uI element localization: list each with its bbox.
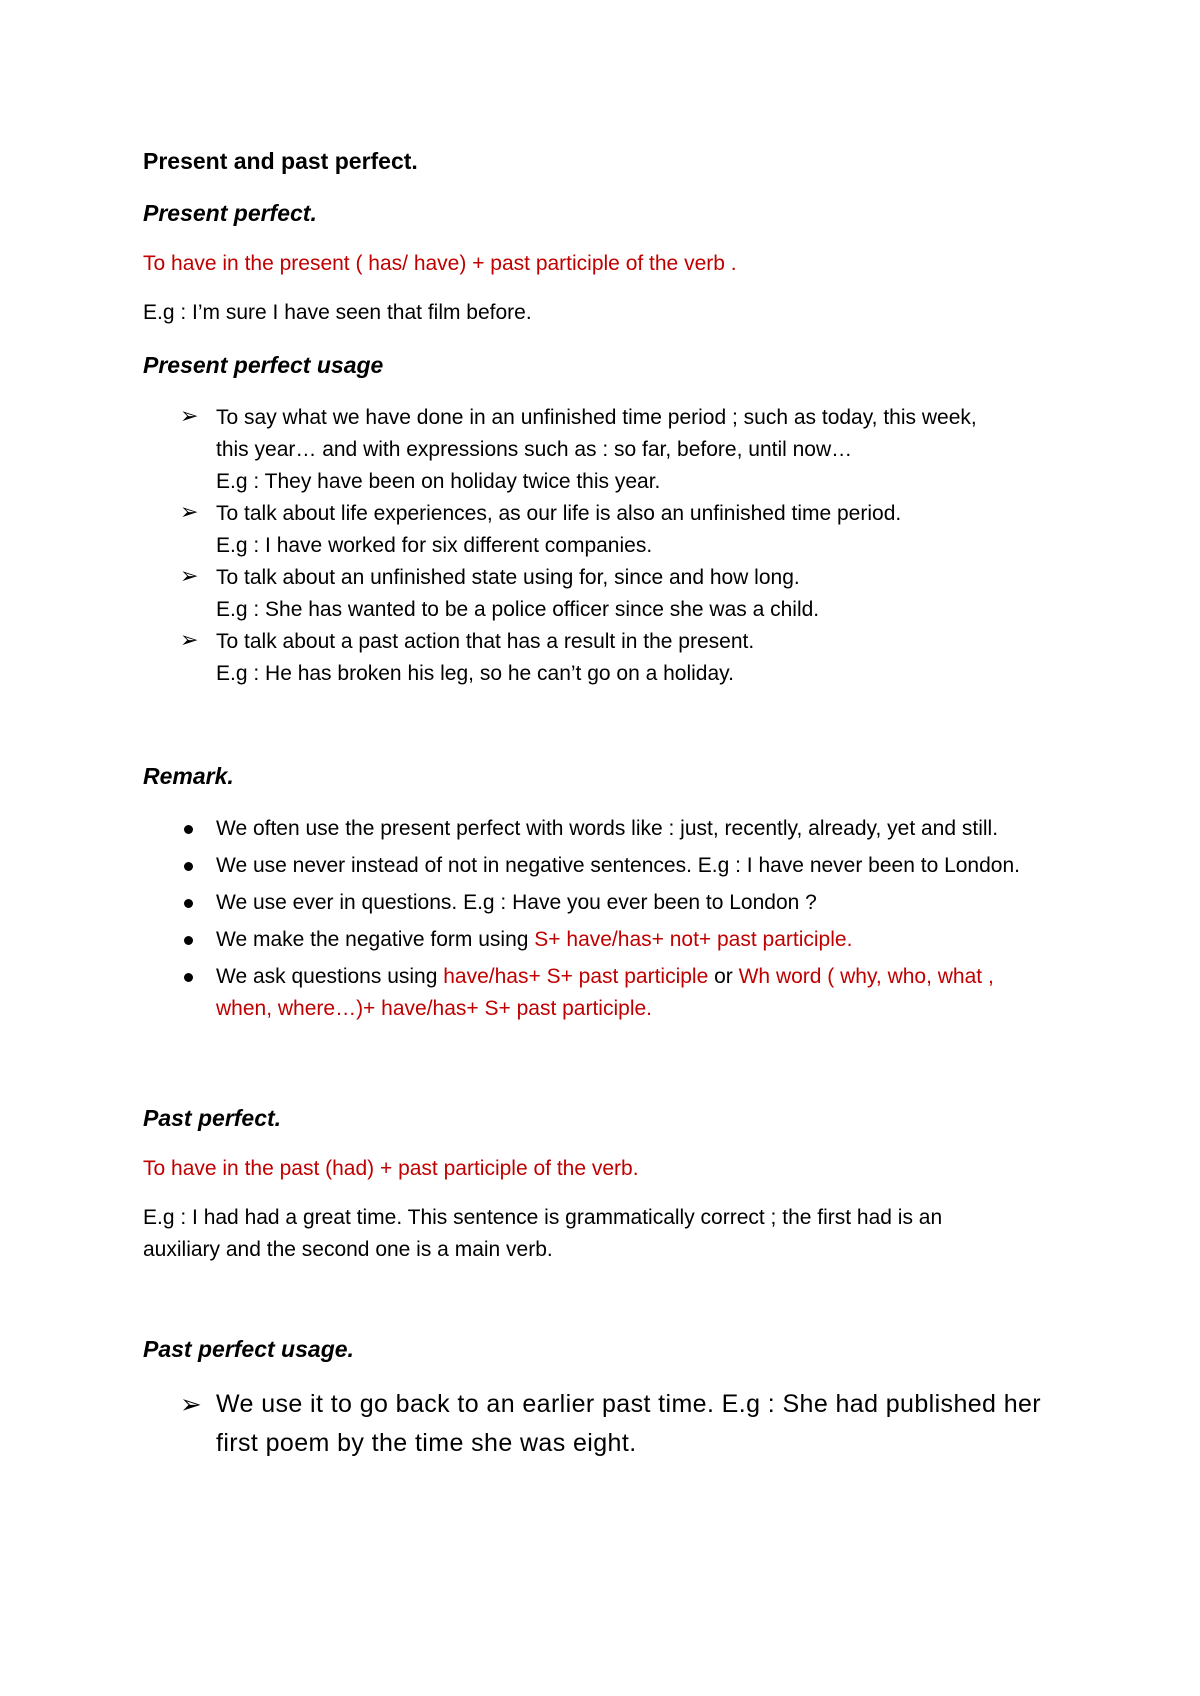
remark-text: or	[708, 965, 739, 988]
remark-formula: S+ have/has+ not+ past participle.	[534, 928, 853, 951]
round-bullet-icon	[184, 899, 193, 908]
round-bullet-icon	[184, 936, 193, 945]
remark-item: We use never instead of not in negative sentences. E.g : I have never been to London.	[216, 854, 1020, 877]
present-perfect-formula: To have in the present ( has/ have) + past participle of the verb .	[143, 252, 737, 275]
arrow-bullet-icon: ➢	[180, 1389, 202, 1419]
round-bullet-icon	[184, 825, 193, 834]
document-title: Present and past perfect.	[143, 148, 418, 174]
remark-item: We often use the present perfect with words like : just, recently, already, yet and still.	[216, 817, 999, 840]
remark-formula: when, where…)+ have/has+ S+ past participle.	[216, 997, 652, 1020]
remark-formula: have/has+ S+ past participle	[443, 965, 709, 988]
arrow-bullet-icon: ➢	[180, 627, 199, 652]
round-bullet-icon	[184, 973, 193, 982]
usage-item-line: To talk about life experiences, as our life is also an unfinished time period.	[216, 502, 902, 525]
past-perfect-example: auxiliary and the second one is a main verb.	[143, 1238, 553, 1261]
past-usage-line: first poem by the time she was eight.	[216, 1429, 637, 1457]
past-perfect-usage-heading: Past perfect usage.	[143, 1336, 354, 1362]
arrow-bullet-icon: ➢	[180, 403, 199, 428]
past-perfect-heading: Past perfect.	[143, 1105, 282, 1131]
usage-item-line: E.g : They have been on holiday twice this year.	[216, 470, 661, 493]
past-perfect-example: E.g : I had had a great time. This sentence is grammatically correct ; the first had is an	[143, 1206, 943, 1229]
past-usage-line: We use it to go back to an earlier past time. E.g : She had published her	[216, 1390, 1042, 1418]
arrow-bullet-icon: ➢	[180, 499, 199, 524]
usage-item-line: To talk about a past action that has a result in the present.	[216, 630, 755, 653]
usage-item-line: this year… and with expressions such as : so far, before, until now…	[216, 438, 853, 461]
usage-item-line: E.g : She has wanted to be a police officer since she was a child.	[216, 598, 820, 621]
arrow-bullet-icon: ➢	[180, 563, 199, 588]
remark-formula: Wh word ( why, who, what ,	[738, 965, 994, 988]
remark-text: We ask questions using	[216, 965, 444, 988]
round-bullet-icon	[184, 862, 193, 871]
remark-item: We use ever in questions. E.g : Have you ever been to London ?	[216, 891, 817, 914]
usage-item-line: To talk about an unfinished state using for, since and how long.	[216, 566, 800, 589]
remark-item	[216, 927, 852, 952]
usage-item-line: To say what we have done in an unfinished time period ; such as today, this week,	[216, 406, 977, 429]
usage-item-line: E.g : I have worked for six different companies.	[216, 534, 653, 557]
remark-item	[216, 964, 994, 989]
usage-item-line: E.g : He has broken his leg, so he can’t go on a holiday.	[216, 662, 734, 685]
present-perfect-usage-heading: Present perfect usage	[143, 352, 384, 378]
remark-text: We make the negative form using	[216, 928, 535, 951]
remark-heading: Remark.	[143, 763, 234, 789]
past-perfect-formula: To have in the past (had) + past participle of the verb.	[143, 1157, 639, 1180]
present-perfect-example: E.g : I’m sure I have seen that film before.	[143, 301, 532, 324]
present-perfect-heading: Present perfect.	[143, 200, 317, 226]
